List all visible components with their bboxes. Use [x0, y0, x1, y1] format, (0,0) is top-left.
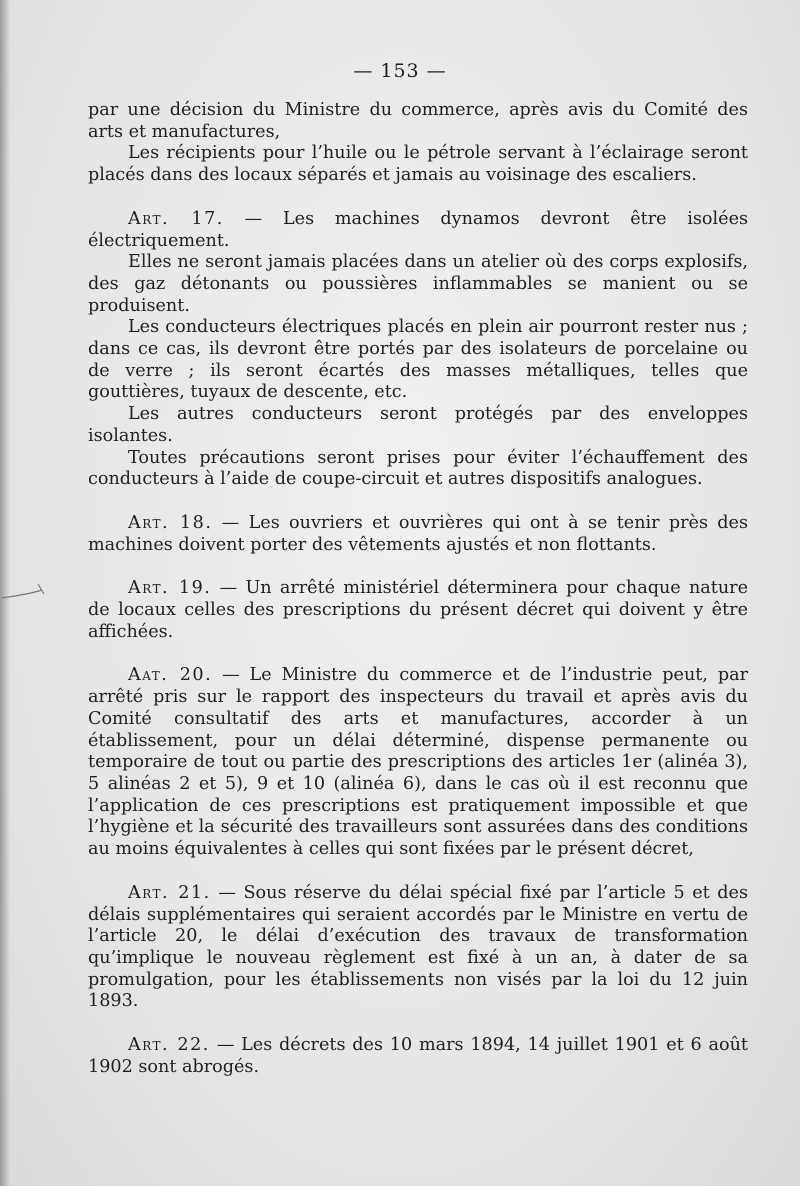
- paragraph: Les conducteurs électriques placés en plein air pourront rester nus ; dans ce cas, ils devront être portés par des isolateurs de porcelaine ou de verre ; ils seront écartés des masses métalliques, telles que gouttières, tuyaux de descente, etc.: [88, 317, 748, 403]
- pencil-mark-icon: [0, 580, 60, 610]
- article-20: [88, 665, 748, 860]
- article-text: — Les décrets des 10 mars 1894, 14 juillet 1901 et 6 août 1902 sont abrogés.: [88, 1035, 748, 1077]
- article-text: — Sous réserve du délai spécial fixé par l’article 5 et des délais supplémentaires qui seraient accordés par le Ministre en vertu de l’article 20, le délai d’exécution des travaux de transformation qu’implique le nouveau règlement est fixé à un an, à dater de sa promulgation, pour les établissements non visés par la loi du 12 juin 1893.: [88, 882, 748, 1012]
- article-label: Aat. 20.: [128, 665, 213, 686]
- paragraph: Elles ne seront jamais placées dans un atelier où des corps explosifs, des gaz détonants ou poussières inflammables se manient ou se produisent.: [88, 252, 748, 316]
- article-18: [88, 513, 748, 556]
- article-text: — Les ouvriers et ouvrières qui ont à se tenir près des machines doivent porter des vêtements ajustés et non flottants.: [88, 512, 748, 555]
- article-label: Art. 22.: [128, 1035, 210, 1056]
- body-text: [88, 100, 748, 1078]
- article-text: — Les machines dynamos devront être isolées électriquement.: [88, 208, 749, 251]
- article-label: Art. 18.: [128, 512, 213, 533]
- article-label: Art. 21.: [128, 882, 211, 903]
- article-label: Art. 17.: [128, 208, 224, 229]
- article-21: [88, 883, 748, 1013]
- article-text: — Un arrêté ministériel déterminera pour chaque nature de locaux celles des prescriptions du présent décret qui doivent y être affichées.: [88, 578, 748, 642]
- paragraph: Toutes précautions seront prises pour éviter l’échauffement des conducteurs à l’aide de coupe-circuit et autres dispositifs analogues.: [88, 447, 748, 490]
- article-text: — Le Ministre du commerce et de l’industrie peut, par arrêté pris sur le rapport des inspecteurs du travail et après avis du Comité consultatif des arts et manufactures, accorder à un établissement, pour un délai déterminé, dispense permanente ou temporaire de tout ou partie des prescriptions des articles 1er (alinéa 3), 5 alinéas 2 et 5), 9 et 10 (alinéa 6), dans le cas où il est reconnu que l’application de ces prescriptions est pratiquement impossible et que l’hygiène et la sécurité des travailleurs sont assurées dans des conditions au moins équivalentes à celles qui sont fixées par le présent décret,: [88, 665, 749, 860]
- article-22: [88, 1035, 748, 1078]
- paragraph: par une décision du Ministre du commerce, après avis du Comité des arts et manufactures,: [88, 100, 748, 142]
- article-17: [88, 209, 748, 252]
- paragraph: Les autres conducteurs seront protégés par des enveloppes isolantes.: [88, 404, 748, 446]
- article-label: Art. 19.: [128, 578, 212, 599]
- paragraph: Les récipients pour l’huile ou le pétrole servant à l’éclairage seront placés dans des locaux séparés et jamais au voisinage des escaliers.: [88, 143, 748, 186]
- article-19: [88, 578, 748, 643]
- page-number: — 153 —: [353, 60, 447, 82]
